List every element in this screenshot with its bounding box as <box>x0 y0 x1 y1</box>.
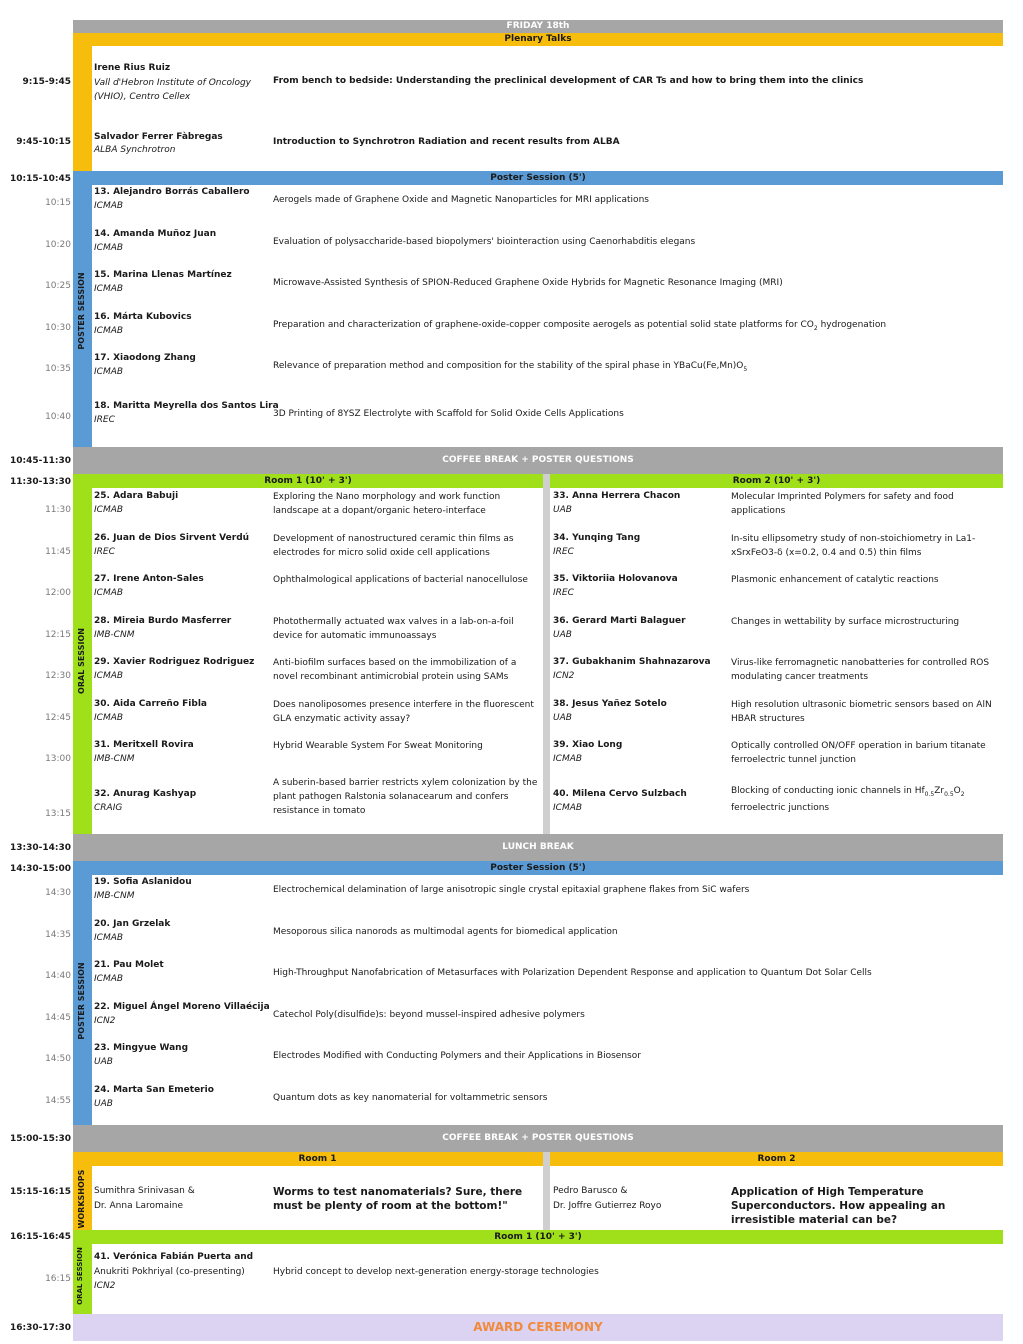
poster-session-label: POSTER SESSION <box>77 272 86 350</box>
speaker-institution: UAB <box>94 1098 113 1109</box>
speaker-name: 31. Meritxell Rovira <box>94 740 194 750</box>
lunch-banner: LUNCH BREAK <box>73 834 1003 861</box>
room-divider <box>543 1152 550 1230</box>
speaker-name: 20. Jan Grzelak <box>94 918 171 929</box>
speaker-institution: ICMAB <box>94 671 124 681</box>
workshop-title: Application of High Temperature Superconductors. How appealing an irresistible material can be? <box>731 1186 946 1226</box>
speaker-name: 22. Miguel Ángel Moreno Villaécija <box>94 1001 270 1012</box>
speaker-name: 38. Jesus Yañez Sotelo <box>553 698 667 709</box>
talk-title: Blocking of conducting ionic channels in $Hf_{0.5}Zr_{0.5}O_2$ ferroelectric junctions <box>731 785 965 814</box>
time-slot: 10:45-11:30 <box>9 456 71 466</box>
speaker-institution: UAB <box>553 712 572 723</box>
talk-title: Optically controlled ON/OFF operation in barium titanate ferroelectric tunnel junction <box>731 741 986 765</box>
time-slot: 14:30-15:00 <box>9 864 71 874</box>
talk-title: Changes in wettability by surface microstructuring <box>731 616 960 627</box>
speaker-name: Pedro Barusco & <box>553 1186 628 1196</box>
speaker-name: 17. Xiaodong Zhang <box>94 353 196 363</box>
sub-time: 14:55 <box>45 1095 71 1106</box>
talk-title: Relevance of preparation method and composition for the stability of the spiral phase in $YBaCu(Fe,Mn)O_5$ <box>273 361 748 373</box>
time-slot: 11:30-13:30 <box>9 477 71 487</box>
speaker-institution: IREC <box>94 414 115 425</box>
talk-title: From bench to bedside: Understanding the preclinical development of CAR Ts and how to bring them into the clinics <box>273 76 864 86</box>
speaker-name: 41. Verónica Fabián Puerta and <box>94 1252 254 1262</box>
speaker-name: 33. Anna Herrera Chacon <box>553 491 681 501</box>
talk-title: Virus-like ferromagnetic nanobatteries for controlled ROS modulating cancer treatments <box>731 658 990 682</box>
speaker-name: 29. Xavier Rodriguez Rodriguez <box>94 657 255 667</box>
speaker-name: 37. Gubakhanim Shahnazarova <box>553 657 711 667</box>
award-ceremony-banner: AWARD CEREMONY <box>73 1314 1003 1341</box>
sub-time: 12:15 <box>45 629 71 640</box>
talk-title: Catechol Poly(disulfide)s: beyond mussel-inspired adhesive polymers <box>273 1009 585 1020</box>
talk-title: Exploring the Nano morphology and work function landscape at a dopant/organic hetero-interface <box>273 492 501 516</box>
speaker-institution: ICMAB <box>94 242 124 253</box>
speaker-name: 28. Mireia Burdo Masferrer <box>94 615 232 626</box>
poster-session-header: Poster Session (5') <box>73 861 1003 875</box>
speaker-name: 15. Marina Llenas Martínez <box>94 270 232 280</box>
coffee-break-banner: COFFEE BREAK + POSTER QUESTIONS <box>73 1125 1003 1152</box>
speaker-institution: ICMAB <box>94 932 124 943</box>
speaker-name: Dr. Joffre Gutierrez Royo <box>553 1201 662 1211</box>
speaker-institution: ICMAB <box>94 712 124 723</box>
workshop-room1-header: Room 1 <box>92 1152 543 1166</box>
sub-time: 14:35 <box>45 929 71 940</box>
speaker-name: 14. Amanda Muñoz Juan <box>94 228 217 239</box>
time-slot: 9:45-10:15 <box>16 137 71 147</box>
speaker-name: 25. Adara Babuji <box>94 491 179 501</box>
speaker-institution: ICN2 <box>553 671 575 681</box>
talk-title: Quantum dots as key nanomaterial for voltammetric sensors <box>273 1092 548 1103</box>
sub-time: 10:30 <box>45 322 71 333</box>
plenary-header: Plenary Talks <box>73 33 1003 46</box>
speaker-institution: UAB <box>553 629 572 640</box>
sub-time: 14:50 <box>45 1054 71 1064</box>
sub-time: 10:40 <box>45 411 71 422</box>
speaker-institution: ICMAB <box>553 754 583 764</box>
sub-time: 14:40 <box>45 971 71 981</box>
speaker-institution: UAB <box>553 505 572 515</box>
oral-session-label: ORAL SESSION <box>76 1247 84 1305</box>
speaker-name: 36. Gerard Marti Balaguer <box>553 615 686 626</box>
sub-time: 16:15 <box>45 1274 71 1284</box>
speaker-name: 21. Pau Molet <box>94 960 164 970</box>
speaker-institution: IMB-CNM <box>94 754 135 764</box>
speaker-name: 34. Yunqing Tang <box>553 532 641 543</box>
speaker-name: 35. Viktoriia Holovanova <box>553 574 678 584</box>
speaker-name: 30. Aida Carreño Fibla <box>94 698 207 709</box>
room2-header: Room 2 (10' + 3') <box>550 474 1003 488</box>
time-slot: 15:00-15:30 <box>9 1134 71 1144</box>
talk-title: Evaluation of polysaccharide-based biopolymers' biointeraction using Caenorhabditis elegans <box>273 236 696 247</box>
speaker-institution: ICMAB <box>94 325 124 336</box>
speaker-institution: ICMAB <box>94 367 124 377</box>
talk-title: Electrodes Modified with Conducting Polymers and their Applications in Biosensor <box>273 1051 641 1061</box>
time-slot: 15:15-16:15 <box>9 1187 71 1197</box>
speaker-name: 27. Irene Anton-Sales <box>94 574 204 584</box>
talk-title: A suberin-based barrier restricts xylem colonization by the plant pathogen Ralstonia solanacearum and confers resistance in tomato <box>273 777 538 816</box>
plenary-bar <box>73 46 92 171</box>
speaker-name: 39. Xiao Long <box>553 740 623 750</box>
poster-session-label: POSTER SESSION <box>77 962 86 1040</box>
speaker-institution: CRAIG <box>94 802 123 813</box>
sub-time: 14:45 <box>45 1012 71 1023</box>
sub-time: 10:15 <box>45 198 71 208</box>
sub-time: 10:25 <box>45 281 71 291</box>
talk-title: High-Throughput Nanofabrication of Metasurfaces with Polarization Dependent Response and application to Quantum Dot Solar Cells <box>273 968 872 978</box>
talk-title: Hybrid Wearable System For Sweat Monitoring <box>273 741 483 751</box>
speaker-institution: IMB-CNM <box>94 629 135 640</box>
time-slot: 16:30-17:30 <box>9 1323 71 1333</box>
workshop-title: Worms to test nanomaterials? Sure, there must be plenty of room at the bottom!" <box>273 1186 523 1212</box>
talk-title: Microwave-Assisted Synthesis of SPION-Reduced Graphene Oxide Hybrids for Magnetic Resonance Imaging (MRI) <box>273 278 783 288</box>
speaker-institution: ICMAB <box>94 201 124 211</box>
speaker-institution: ICN2 <box>94 1281 116 1291</box>
room-divider <box>543 474 550 834</box>
sub-time: 12:45 <box>45 712 71 723</box>
poster-session-header: Poster Session (5') <box>73 171 1003 185</box>
speaker-name: 16. Márta Kubovics <box>94 311 192 322</box>
sub-time: 12:30 <box>45 671 71 681</box>
talk-title: Ophthalmological applications of bacterial nanocellulose <box>273 575 528 585</box>
talk-title: Development of nanostructured ceramic thin films as electrodes for micro solid oxide cell applications <box>273 533 514 558</box>
sub-time: 10:20 <box>45 239 71 250</box>
speaker-institution: ICMAB <box>94 974 124 984</box>
sub-time: 11:45 <box>45 546 71 557</box>
speaker-name: 19. Sofia Aslanidou <box>94 877 192 887</box>
time-slot: 16:15-16:45 <box>9 1232 71 1242</box>
talk-title: Introduction to Synchrotron Radiation and recent results from ALBA <box>273 137 620 147</box>
speaker-name: Dr. Anna Laromaine <box>94 1201 184 1211</box>
talk-title: Preparation and characterization of graphene-oxide-copper composite aerogels as potential solid state platforms for $CO_2$ hydrogenation <box>273 319 887 332</box>
speaker-institution: ICMAB <box>94 588 124 598</box>
speaker-institution: IREC <box>553 588 574 598</box>
talk-title: Hybrid concept to develop next-generation energy-storage technologies <box>273 1267 599 1277</box>
speaker-name: 32. Anurag Kashyap <box>94 788 197 799</box>
talk-title: In-situ ellipsometry study of non-stoichiometry in La1-xSrxFeO3-δ (x=0.2, 0.4 and 0.5) thin films <box>731 533 976 558</box>
room1-header: Room 1 (10' + 3') <box>73 474 543 488</box>
talk-title: Plasmonic enhancement of catalytic reactions <box>731 575 939 585</box>
time-slot: 9:15-9:45 <box>22 77 71 87</box>
room1-header: Room 1 (10' + 3') <box>73 1230 1003 1244</box>
talk-title: Aerogels made of Graphene Oxide and Magnetic Nanoparticles for MRI applications <box>273 195 649 205</box>
sub-time: 14:30 <box>45 888 71 898</box>
sub-time: 11:30 <box>45 505 71 515</box>
sub-time: 12:00 <box>45 588 71 598</box>
talk-title: 3D Printing of 8YSZ Electrolyte with Scaffold for Solid Oxide Cells Applications <box>273 408 624 419</box>
talk-title: Electrochemical delamination of large anisotropic single crystal epitaxial graphene flakes from SiC wafers <box>273 885 750 895</box>
speaker-institution: IREC <box>94 546 115 557</box>
sub-time: 10:35 <box>45 364 71 374</box>
talk-title: Photothermally actuated wax valves in a lab-on-a-foil device for automatic immunoassays <box>273 616 514 641</box>
time-slot: 10:15-10:45 <box>9 174 71 184</box>
oral-session-label: ORAL SESSION <box>77 628 86 694</box>
speaker-name: 18. Maritta Meyrella dos Santos Lira <box>94 400 279 411</box>
day-header: FRIDAY 18th <box>73 20 1003 33</box>
sub-time: 13:15 <box>45 808 71 819</box>
speaker-name: 26. Juan de Dios Sirvent Verdú <box>94 532 250 543</box>
talk-title: Molecular Imprinted Polymers for safety and food applications <box>731 492 954 516</box>
workshop-room2-header: Room 2 <box>550 1152 1003 1166</box>
time-slot: 13:30-14:30 <box>9 843 71 853</box>
speaker-institution: IMB-CNM <box>94 891 135 901</box>
talk-title: Does nanoliposomes presence interfere in the fluorescent GLA enzymatic activity assay? <box>273 699 534 724</box>
speaker-institution: ALBA Synchrotron <box>94 145 176 155</box>
speaker-institution: ICMAB <box>94 284 124 294</box>
speaker-name: Salvador Ferrer Fàbregas <box>94 132 223 142</box>
speaker-name: 24. Marta San Emeterio <box>94 1084 214 1095</box>
talk-title: Anti-biofilm surfaces based on the immobilization of a novel recombinant antimicrobial protein using SAMs <box>273 658 517 682</box>
speaker-name: Anukriti Pokhriyal (co-presenting) <box>94 1267 245 1277</box>
speaker-institution: Vall d'Hebron Institute of Oncology (VHIO), Centro Cellex <box>94 78 251 102</box>
workshops-label: WORKSHOPS <box>77 1169 86 1229</box>
talk-title: Mesoporous silica nanorods as multimodal agents for biomedical application <box>273 926 618 937</box>
speaker-institution: ICMAB <box>94 505 124 515</box>
speaker-institution: UAB <box>94 1057 113 1067</box>
speaker-name: Irene Rius Ruiz <box>94 63 171 73</box>
talk-title: High resolution ultrasonic biometric sensors based on AlN HBAR structures <box>731 699 992 724</box>
speaker-name: Sumithra Srinivasan & <box>94 1186 195 1196</box>
speaker-institution: IREC <box>553 546 574 557</box>
speaker-name: 23. Mingyue Wang <box>94 1043 189 1053</box>
speaker-institution: ICN2 <box>94 1015 116 1026</box>
speaker-name: 13. Alejandro Borrás Caballero <box>94 187 250 197</box>
sub-time: 13:00 <box>45 754 71 764</box>
coffee-break-banner: COFFEE BREAK + POSTER QUESTIONS <box>73 447 1003 474</box>
speaker-name: 40. Milena Cervo Sulzbach <box>553 788 687 799</box>
speaker-institution: ICMAB <box>553 802 583 813</box>
